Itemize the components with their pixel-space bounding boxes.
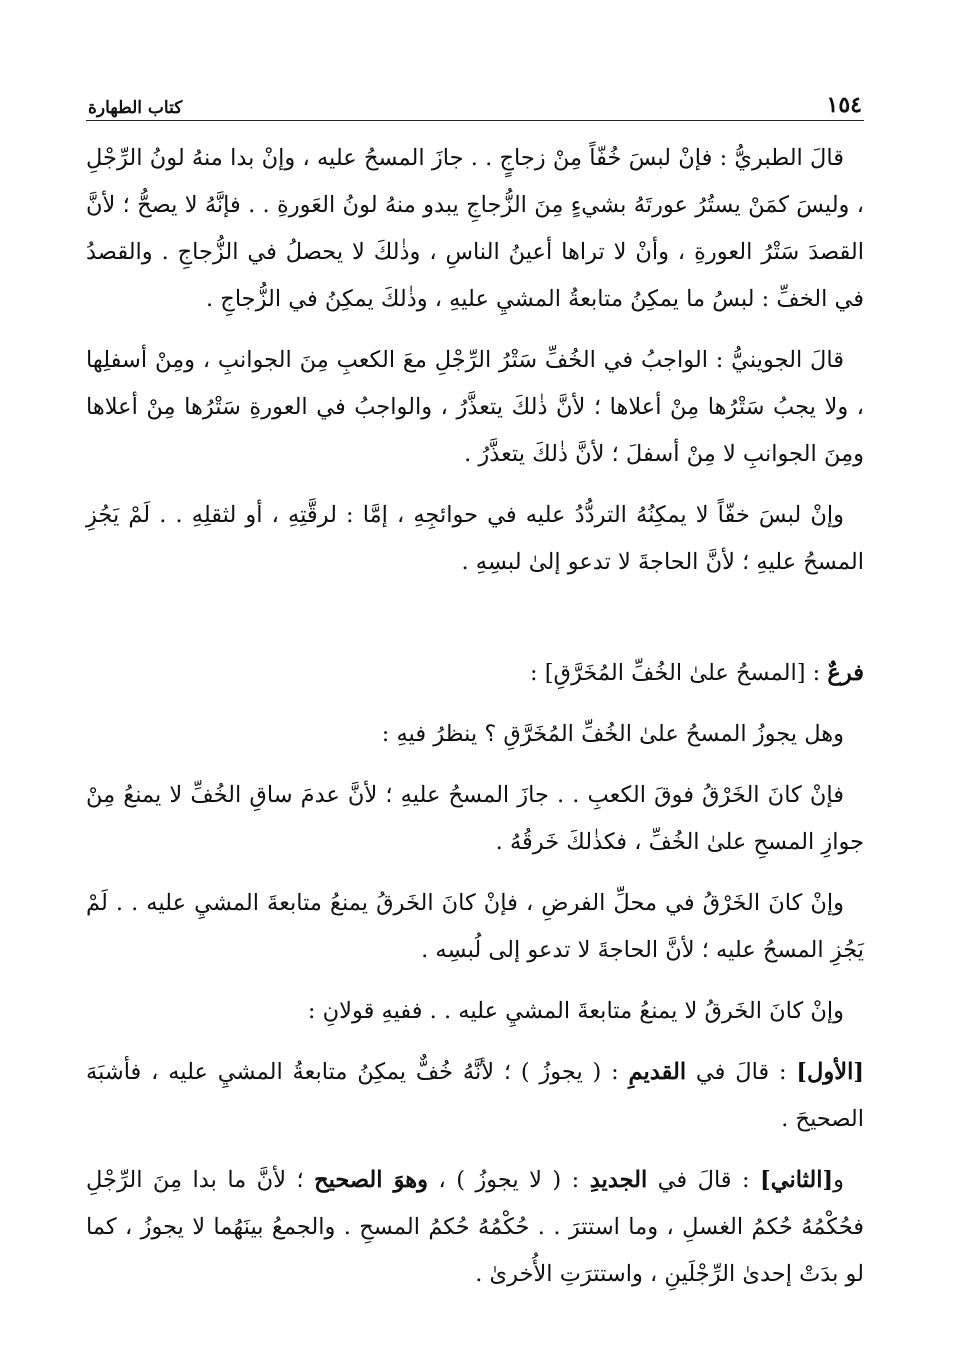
paragraph-tabari: قالَ الطبريُّ : فإنْ لبسَ خُفّاً مِنْ زجاجٍ . . جازَ المسحُ عليه ، وإنْ بدا منهُ لونُ الرِّجْلِ ، وليسَ كمَنْ يستُرُ عورتَهُ بشيءٍ مِنَ الزُّجاجِ يبدو منهُ لونُ العَورةِ . . فإنَّهُ لا يصحُّ ؛ لأنَّ القصدَ سَتْرُ العورةِ ، وأنْ لا تراها أعينُ الناسِ ، وذٰلكَ لا يحصلُ في الزُّجاجِ . والقصدُ في الخفِّ : لبسُ ما يمكِنُ متابعةُ المشيِ عليهِ ، وذٰلكَ يمكِنُ في الزُّجاجِ . xyxy=(86,145,864,312)
paragraph-juwayni: قالَ الجوينيُّ : الواجبُ في الخُفِّ سَتْرُ الرِّجْلِ معَ الكعبِ مِنَ الجوانبِ ، ومِنْ أسفلِها ، ولا يجبُ سَتْرُها مِنْ أعلاها ؛ لأنَّ ذٰلكَ يتعذَّرُ ، والواجبُ في العورةِ سَتْرُها مِنْ أعلاها ومِنَ الجوانبِ لا مِنْ أسفلَ ؛ لأنَّ ذٰلكَ يتعذَّرُ . xyxy=(86,347,864,467)
second-text-d: : ( لا يجوزُ ) ، xyxy=(428,1167,590,1193)
second-correct-view: وهوَ الصحيح xyxy=(314,1167,429,1193)
page-number: ١٥٤ xyxy=(826,92,862,118)
paragraph-two-opinions: وإنْ كانَ الخَرقُ لا يمنعُ متابعةَ المشيِ عليه . . ففيهِ قولانِ : xyxy=(307,998,844,1024)
page-body xyxy=(86,135,864,1298)
second-new-doctrine: الجديدِ xyxy=(589,1167,648,1193)
running-title: كتاب الطهارة xyxy=(88,98,183,118)
page-header xyxy=(86,80,864,121)
second-label: [الثاني] xyxy=(760,1167,834,1193)
book-page xyxy=(86,80,864,1298)
paragraph-above-ankle: فإنْ كانَ الخَرْقُ فوقَ الكعبِ . . جازَ المسحُ عليهِ ؛ لأنَّ عدمَ ساقِ الخُفِّ لا يمنعُ مِنْ جوازِ المسحِ علىٰ الخُفِّ ، فكذٰلكَ خَرقُهُ . xyxy=(86,782,864,855)
section-heading xyxy=(86,650,864,697)
paragraph-thin-khuff: وإنْ لبسَ خفّاً لا يمكِنُهُ التردُّدُ عليه في حوائجِهِ ، إمَّا : لرقَّتِهِ ، أو لثقلِهِ . . لَمْ يَجُزِ المسحُ عليهِ ؛ لأنَّ الحاجةَ لا تدعو إلىٰ لبسِهِ . xyxy=(86,502,864,575)
first-label: [الأول] xyxy=(796,1059,864,1085)
first-old-doctrine: القديمِ xyxy=(628,1059,687,1085)
paragraph-second-opinion xyxy=(86,1157,864,1298)
second-prefix: و xyxy=(833,1167,844,1193)
paragraph-question: وهل يجوزُ المسحُ علىٰ الخُفِّ المُخَرَّقِ ؟ ينظرُ فيهِ : xyxy=(381,721,844,747)
paragraph-first-opinion xyxy=(86,1049,864,1143)
second-text-b: : قالَ في xyxy=(647,1167,761,1193)
first-text-a: : قالَ في xyxy=(686,1059,797,1085)
first-text-c: : ( يجوزُ ) ؛ لأنَّهُ خُفٌّ يمكِنُ متابعةُ المشيِ عليه ، فأشبَهَ الصحيحَ . xyxy=(86,1059,864,1132)
paragraph-in-obligatory-area: وإنْ كانَ الخَرْقُ في محلِّ الفرضِ ، فإنْ كانَ الخَرقُ يمنعُ متابعةَ المشيِ عليه . . لَمْ يَجُزِ المسحُ عليه ؛ لأنَّ الحاجةَ لا تدعو إلى لُبسِه . xyxy=(86,890,864,963)
second-text-f: ؛ لأنَّ ما بدا مِنَ الرِّجْلِ فحُكْمُهُ حُكمُ الغسلِ ، وما استترَ . . حُكْمُهُ حُكمُ المسحِ . والجمعُ بينَهُما لا يجوزُ ، كما لو بدَتْ إحدىٰ الرِّجْلَينِ ، واستترَتِ الأُخرىٰ . xyxy=(86,1167,864,1287)
heading-title: : [المسحُ علىٰ الخُفِّ المُخَرَّقِ] : xyxy=(529,660,828,686)
heading-label: فرعٌ xyxy=(827,660,864,686)
